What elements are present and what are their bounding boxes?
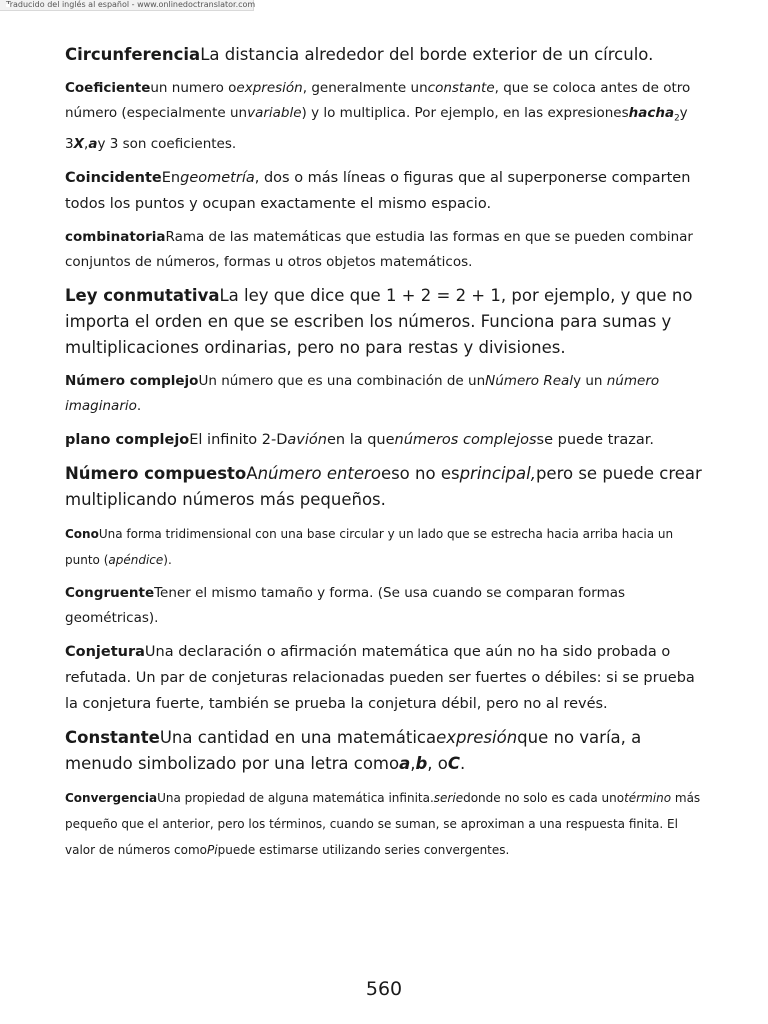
entry-text: que no varía, a menudo simbolizado por una letra como [65,727,642,773]
entry-text: eso no es [380,463,460,483]
entry-term: combinatoria [65,228,166,245]
glossary-entry-numero-compuesto [65,461,705,513]
entry-text: más pequeño que el anterior, pero los términos, cuando se suman, se aproximan a una respuesta finita. El valor de números como [65,790,701,857]
entry-term: Número compuesto [65,463,247,483]
entry-text: , que se coloca antes de otro número (especialmente un [65,80,691,121]
glossary-entry-ley-conmutativa [65,283,705,361]
entry-italic: variable [247,105,302,121]
entry-text: ) y lo multiplica. Por ejemplo, en las expresiones [301,105,629,121]
entry-bold-italic: C [447,753,460,773]
entry-term: Ley conmutativa [65,285,220,305]
translation-banner [0,0,254,11]
entry-text: en la que [326,431,395,448]
entry-term: Cono [65,526,99,541]
glossary-entry-conjetura [65,639,705,717]
entry-text: y 3 [65,105,688,152]
entry-text: , [84,135,89,152]
entry-text: Un número que es una combinación de un [198,372,486,389]
entry-term: Circunferencia [65,45,201,64]
entry-text: puede estimarse utilizando series convergentes. [217,842,510,857]
entry-bold-italic: b [415,753,428,773]
glossary-entry-plano-complejo [65,427,705,453]
entry-italic: número entero [257,463,381,483]
entry-italic: geometría [180,169,255,186]
glossary-entry-convergencia [65,785,705,863]
entry-italic: constante [427,80,495,96]
entry-italic: avión [287,431,327,448]
entry-text: Una forma tridimensional con una base circular y un lado que se estrecha hacia arriba hacia un punto ( [65,526,674,567]
glossary-entry-coeficiente [65,76,705,157]
entry-text: Rama de las matemáticas que estudia las formas en que se pueden combinar conjuntos de números, formas u otros objetos matemáticos. [65,228,693,270]
entry-term: Constante [65,727,160,747]
glossary-content [65,42,705,863]
entry-text: . [136,397,142,414]
entry-text: , generalmente un [302,80,428,96]
page-number: 560 [365,978,403,1000]
entry-bold-italic: a [399,753,411,773]
entry-italic: números complejos [394,431,537,448]
entry-italic: expresión [436,727,518,747]
entry-text: A [246,463,258,483]
entry-text: El infinito 2-D [189,431,288,448]
glossary-entry-congruente [65,581,705,631]
entry-text: Tener el mismo tamaño y forma. (Se usa cuando se comparan formas geométricas). [65,584,626,626]
entry-text: donde no solo es cada uno [463,790,625,805]
entry-text: La distancia alrededor del borde exterior de un círculo. [200,45,654,64]
glossary-entry-cono [65,521,705,573]
entry-text: y un [573,372,607,389]
entry-italic: apéndice [108,552,164,567]
entry-italic: Número Real [485,372,574,389]
entry-italic: expresión [236,80,303,96]
entry-subscript: 2 [674,113,680,124]
entry-italic: Pi [207,842,218,857]
entry-text: Una declaración o afirmación matemática que aún no ha sido probada o refutada. Un par de conjeturas relacionadas pueden ser fuertes o débiles: si se prueba la conjetura fuerte, también se prueba la conjetura débil, pero no al revés. [65,643,695,712]
entry-bold-italic: a [88,135,98,152]
entry-text: y 3 son coeficientes. [97,135,237,152]
entry-term: Conjetura [65,643,145,660]
entry-bold-italic: X [73,135,85,152]
entry-italic: principal, [459,463,536,483]
glossary-entry-combinatoria [65,225,705,275]
glossary-entry-constante [65,725,705,777]
glossary-entry-circunferencia [65,42,705,68]
entry-term: Coeficiente [65,80,151,96]
entry-text: La ley que dice que 1 + 2 = 2 + 1, por ejemplo, y que no importa el orden en que se escriben los números. Funciona para sumas y multiplicaciones ordinarias, pero no para restas y divisiones. [65,285,693,357]
entry-text: pero se puede crear multiplicando números más pequeños. [65,463,702,509]
entry-italic: término [624,790,672,805]
entry-term: Coincidente [65,169,162,186]
entry-italic: serie [433,790,464,805]
entry-text: En [161,169,181,186]
entry-text: , dos o más líneas o figuras que al superponerse comparten todos los puntos y ocupan exactamente el mismo espacio. [65,169,691,212]
entry-italic: número imaginario [65,372,660,414]
glossary-entry-numero-complejo [65,369,705,419]
glossary-entry-coincidente [65,165,705,217]
entry-bold-italic: hacha [628,105,675,121]
entry-text: ). [163,552,172,567]
entry-text: Una propiedad de alguna matemática infinita. [157,790,434,805]
banner-text: Traducido del inglés al español - www.onlinedoctranslator.com [6,0,256,9]
entry-term: Congruente [65,584,155,601]
entry-text: , o [427,753,448,773]
entry-term: Convergencia [65,790,158,805]
entry-text: . [459,753,466,773]
entry-text: se puede trazar. [536,431,654,448]
entry-text: un numero o [150,80,237,96]
entry-text: , [410,753,416,773]
entry-term: Número complejo [65,372,199,389]
entry-text: Una cantidad en una matemática [159,727,437,747]
entry-term: plano complejo [65,431,190,448]
